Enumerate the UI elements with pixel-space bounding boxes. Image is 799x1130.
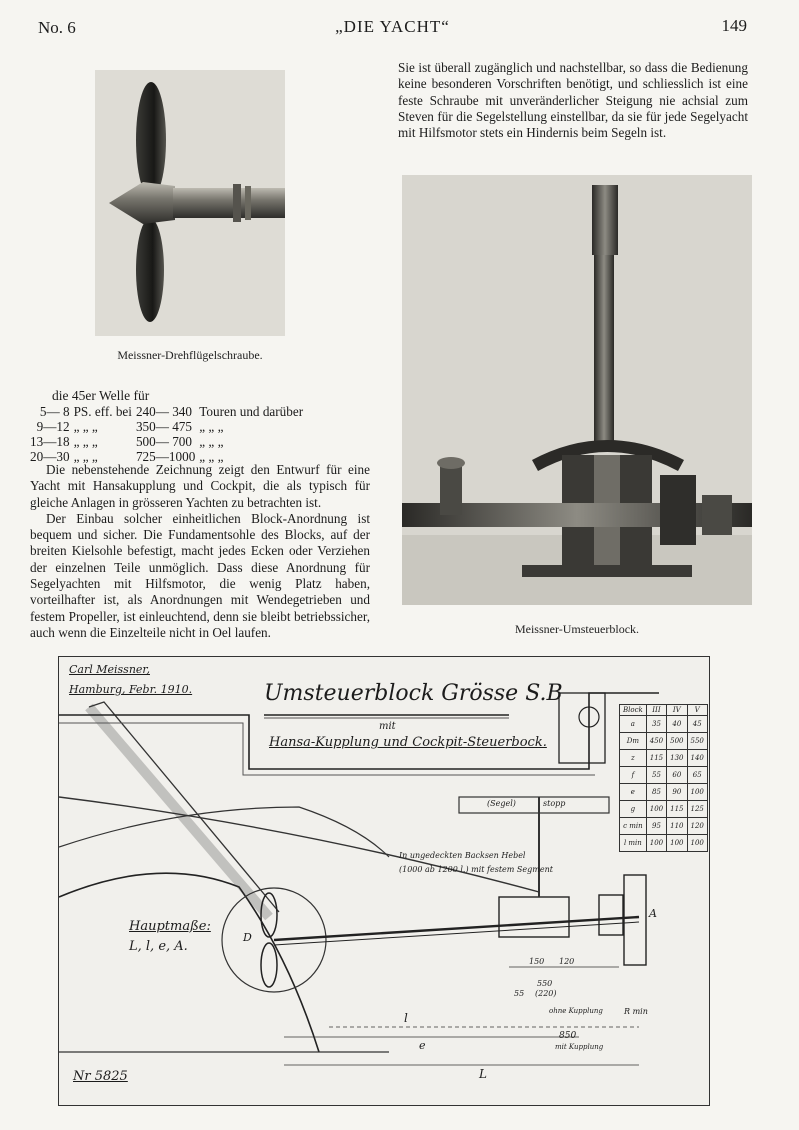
rpm-cell-rpm: 725—1000: [135, 449, 196, 464]
rpm-cell-unit: „ „ „: [73, 434, 98, 449]
rpm-table: [30, 404, 307, 464]
drawing-number: Nr 5825: [73, 1069, 128, 1084]
dim-label-850: 850: [559, 1031, 577, 1041]
block-table-header: III: [646, 705, 666, 716]
block-table-cell: 550: [687, 733, 707, 750]
rpm-cell-range: 5— 8: [39, 404, 70, 419]
block-table-cell: 100: [687, 835, 707, 852]
journal-title: „DIE YACHT“: [335, 17, 450, 36]
left-column-text: [30, 462, 370, 641]
block-table-cell: l min: [620, 835, 647, 852]
block-table-cell: 130: [667, 750, 687, 767]
rpm-cell-rpm: 500— 700: [135, 434, 192, 449]
dim-label-D: D: [243, 931, 252, 944]
rpm-cell-range: 9—12: [36, 419, 70, 434]
rpm-cell-rpm: 350— 475: [135, 419, 192, 434]
dim-label-220: (220): [535, 989, 557, 998]
block-table-row: [620, 818, 708, 835]
block-table-row: [620, 784, 708, 801]
block-table-header: Block: [620, 705, 647, 716]
block-table-cell: a: [620, 716, 647, 733]
dim-label-l: l: [404, 1011, 408, 1025]
block-table-row: [620, 801, 708, 818]
block-table-cell: 100: [646, 801, 666, 818]
block-table-cell: 500: [667, 733, 687, 750]
block-table-cell: c min: [620, 818, 647, 835]
rpm-table-title: die 45er Welle für: [52, 388, 150, 403]
block-table-row: [620, 750, 708, 767]
block-table-cell: 90: [667, 784, 687, 801]
rpm-cell-suffix: „ „ „: [199, 434, 224, 449]
right-paragraph: Sie ist überall zugänglich und nachstellbar, so dass die Bedienung keine besonderen Vorschriften benötigt, und schliesslich ist eine feste Schraube mit unveränderlicher Steigung nie achsial zum Steven für die Segelstellung einstellbar, da sie für jede Segelyacht mit Hilfsmotor stets ein Hindernis beim Segeln ist.: [398, 60, 748, 141]
block-table-header: V: [687, 705, 707, 716]
main-dims-values: L, l, e, A.: [129, 939, 188, 954]
main-dims-label: Hauptmaße:: [129, 919, 211, 934]
block-table-cell: z: [620, 750, 647, 767]
drawing-mit: mit: [379, 721, 396, 732]
block-size-table: [619, 704, 708, 852]
rpm-cell-suffix: „ „ „: [199, 419, 224, 434]
segel-label: (Segel): [487, 799, 516, 808]
block-table-cell: 125: [687, 801, 707, 818]
block-table-row: [620, 733, 708, 750]
rpm-cell-range: 13—18: [30, 434, 70, 449]
block-table-cell: 100: [687, 784, 707, 801]
page-number: 149: [721, 16, 747, 35]
block-table-cell: 450: [646, 733, 666, 750]
stopp-label: stopp: [543, 799, 566, 808]
block-table-row: [620, 716, 708, 733]
block-table-cell: 115: [667, 801, 687, 818]
block-table-cell: g: [620, 801, 647, 818]
block-table-cell: 100: [667, 835, 687, 852]
rpm-cell-range: 20—30: [30, 449, 70, 464]
lever-note-1: In ungedeckten Backsen Hebel: [399, 851, 526, 860]
reversing-block-illustration: [402, 175, 752, 605]
block-table-cell: Dm: [620, 733, 647, 750]
reversing-block-caption: Meissner-Umsteuerblock.: [514, 622, 640, 636]
block-table-cell: 140: [687, 750, 707, 767]
block-table-cell: 100: [646, 835, 666, 852]
drawing-title: Umsteuerblock Grösse S.B: [264, 681, 563, 706]
drawing-place-date: Hamburg, Febr. 1910.: [69, 683, 193, 696]
dim-label-55: 55: [514, 989, 525, 998]
block-table-cell: 120: [687, 818, 707, 835]
block-table-cell: 40: [667, 716, 687, 733]
right-column-text: [398, 60, 748, 141]
rpm-row: [30, 419, 307, 434]
drawing-author: Carl Meissner,: [69, 663, 150, 676]
reversing-block-photo: [402, 175, 752, 605]
issue-number: No. 6: [38, 18, 76, 37]
block-table-cell: 60: [667, 767, 687, 784]
block-table-cell: 65: [687, 767, 707, 784]
dim-label-mit-kupplung: mit Kupplung: [555, 1043, 604, 1051]
rpm-cell-unit: „ „ „: [73, 449, 98, 464]
propeller-photo: [95, 70, 285, 336]
dim-label-e: e: [419, 1039, 426, 1052]
block-table-cell: f: [620, 767, 647, 784]
rpm-cell-unit: PS. eff. bei: [73, 404, 132, 419]
block-table-row: [620, 835, 708, 852]
block-table-cell: 45: [687, 716, 707, 733]
dim-label-A: A: [649, 907, 657, 920]
block-table-cell: 55: [646, 767, 666, 784]
rpm-cell-rpm: 240— 340: [135, 404, 192, 419]
block-table-cell: 95: [646, 818, 666, 835]
dim-label-ohne-kupplung: ohne Kupplung: [549, 1007, 603, 1015]
drawing-subtitle: Hansa-Kupplung und Cockpit-Steuerbock.: [269, 735, 547, 750]
block-table-cell: e: [620, 784, 647, 801]
left-paragraph-2: Der Einbau solcher einheitlichen Block-Anordnung ist bequem und sicher. Die Fundamentsohle des Blocks, auf der breiten Kielsohle befestigt, macht jedes Ecken oder Verziehen der einzelnen Teile unmöglich. Dass diese Anordnung für Segelyachten mit Hilfsmotor, die wenig Platz haben, vorteilhafter ist, als Anordnungen mit Wendegetrieben und festem Propeller, ist einleuchtend, denn sie bleibt betriebssicher, auch wenn die Einzelteile nicht in Oel laufen.: [30, 510, 370, 640]
dim-label-150: 150: [529, 957, 545, 966]
left-paragraph-1: Die nebenstehende Zeichnung zeigt den Entwurf für eine Yacht mit Hansakupplung und Cockpit, die als typisch für gleiche Anlagen in grösseren Yachten zu betrachten ist.: [30, 462, 370, 510]
propeller-caption: Meissner-Drehflügelschraube.: [117, 348, 263, 362]
rpm-cell-suffix: Touren und darüber: [199, 404, 304, 419]
technical-drawing: [58, 656, 710, 1106]
block-table-header: IV: [667, 705, 687, 716]
page-header: [38, 14, 747, 38]
block-table-cell: 35: [646, 716, 666, 733]
rpm-row: [30, 434, 307, 449]
rpm-cell-suffix: „ „ „: [199, 449, 224, 464]
lever-note-2: (1000 ab 1200 l.) mit festem Segment: [399, 865, 553, 874]
block-table-cell: 110: [667, 818, 687, 835]
block-table-cell: 85: [646, 784, 666, 801]
block-table-cell: 115: [646, 750, 666, 767]
dim-label-550: 550: [537, 979, 553, 988]
dim-label-L: L: [479, 1067, 487, 1081]
dim-label-rmin: R min: [624, 1007, 648, 1016]
dim-label-120: 120: [559, 957, 575, 966]
rpm-cell-unit: „ „ „: [73, 419, 98, 434]
propeller-illustration: [95, 70, 285, 336]
rpm-row: [30, 404, 307, 419]
block-table-row: [620, 767, 708, 784]
